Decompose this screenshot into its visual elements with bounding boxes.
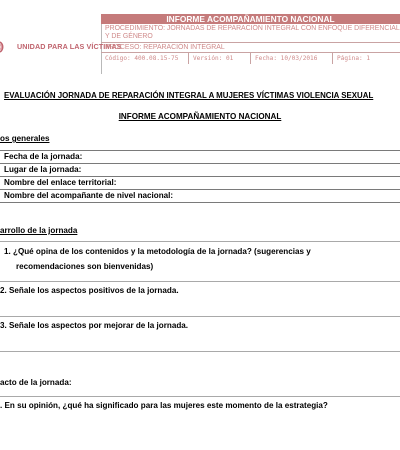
field-territorial-link: Nombre del enlace territorial: [4, 178, 117, 187]
subtitle: INFORME ACOMPAÑAMIENTO NACIONAL [118, 112, 282, 121]
header-meta-row [101, 53, 400, 64]
header-page: Página: 1 [337, 55, 371, 62]
question-divider [0, 396, 400, 397]
document-header [0, 14, 400, 74]
question-2: 2. Señale los aspectos positivos de la jornada. [0, 286, 179, 295]
header-procedure: PROCEDIMIENTO: JORNADAS DE REPARACIÓN INTEGRAL CON ENFOQUE DIFERENCIAL Y DE GÉNERO [101, 24, 400, 43]
unit-logo-icon [0, 40, 14, 54]
question-divider [0, 351, 400, 352]
logo-text: UNIDAD PARA LAS VÍCTIMAS [17, 42, 122, 51]
field-place: Lugar de la jornada: [4, 165, 82, 174]
header-code: Código: 400.08.15-75 [101, 53, 189, 64]
question-1-line-2: recomendaciones son bienvenidas) [16, 262, 154, 271]
header-version: Versión: 01 [189, 53, 251, 64]
main-title: EVALUACIÓN JORNADA DE REPARACIÓN INTEGRAL A MUJERES VÍCTIMAS VIOLENCIA SEXUAL [4, 91, 374, 100]
field-national-companion: Nombre del acompañante de nivel nacional: [4, 191, 174, 200]
section-general-heading: os generales [0, 134, 50, 143]
question-1-line-1: 1. ¿Qué opina de los contenidos y la metodología de la jornada? (sugerencias y [4, 247, 311, 256]
header-info [101, 14, 400, 74]
question-3: 3. Señale los aspectos por mejorar de la jornada. [0, 321, 189, 330]
logo-cell [0, 14, 122, 74]
header-title: INFORME ACOMPAÑAMIENTO NACIONAL [101, 14, 400, 24]
question-divider [0, 241, 400, 242]
field-date: Fecha de la jornada: [4, 152, 83, 161]
field-divider [0, 202, 400, 203]
section-development-heading: arrollo de la jornada [0, 226, 78, 235]
section-impact-heading: acto de la jornada: [0, 378, 72, 387]
field-divider [0, 176, 400, 177]
question-divider [0, 316, 400, 317]
field-divider [0, 189, 400, 190]
header-date: Fecha: 10/03/2016 [251, 53, 333, 64]
field-divider [0, 150, 400, 151]
question-4: . En su opinión, ¿qué ha significado para las mujeres este momento de la estrategia? [0, 401, 328, 410]
question-divider [0, 281, 400, 282]
field-divider [0, 163, 400, 164]
header-process: PROCESO: REPARACIÓN INTEGRAL [101, 43, 400, 53]
